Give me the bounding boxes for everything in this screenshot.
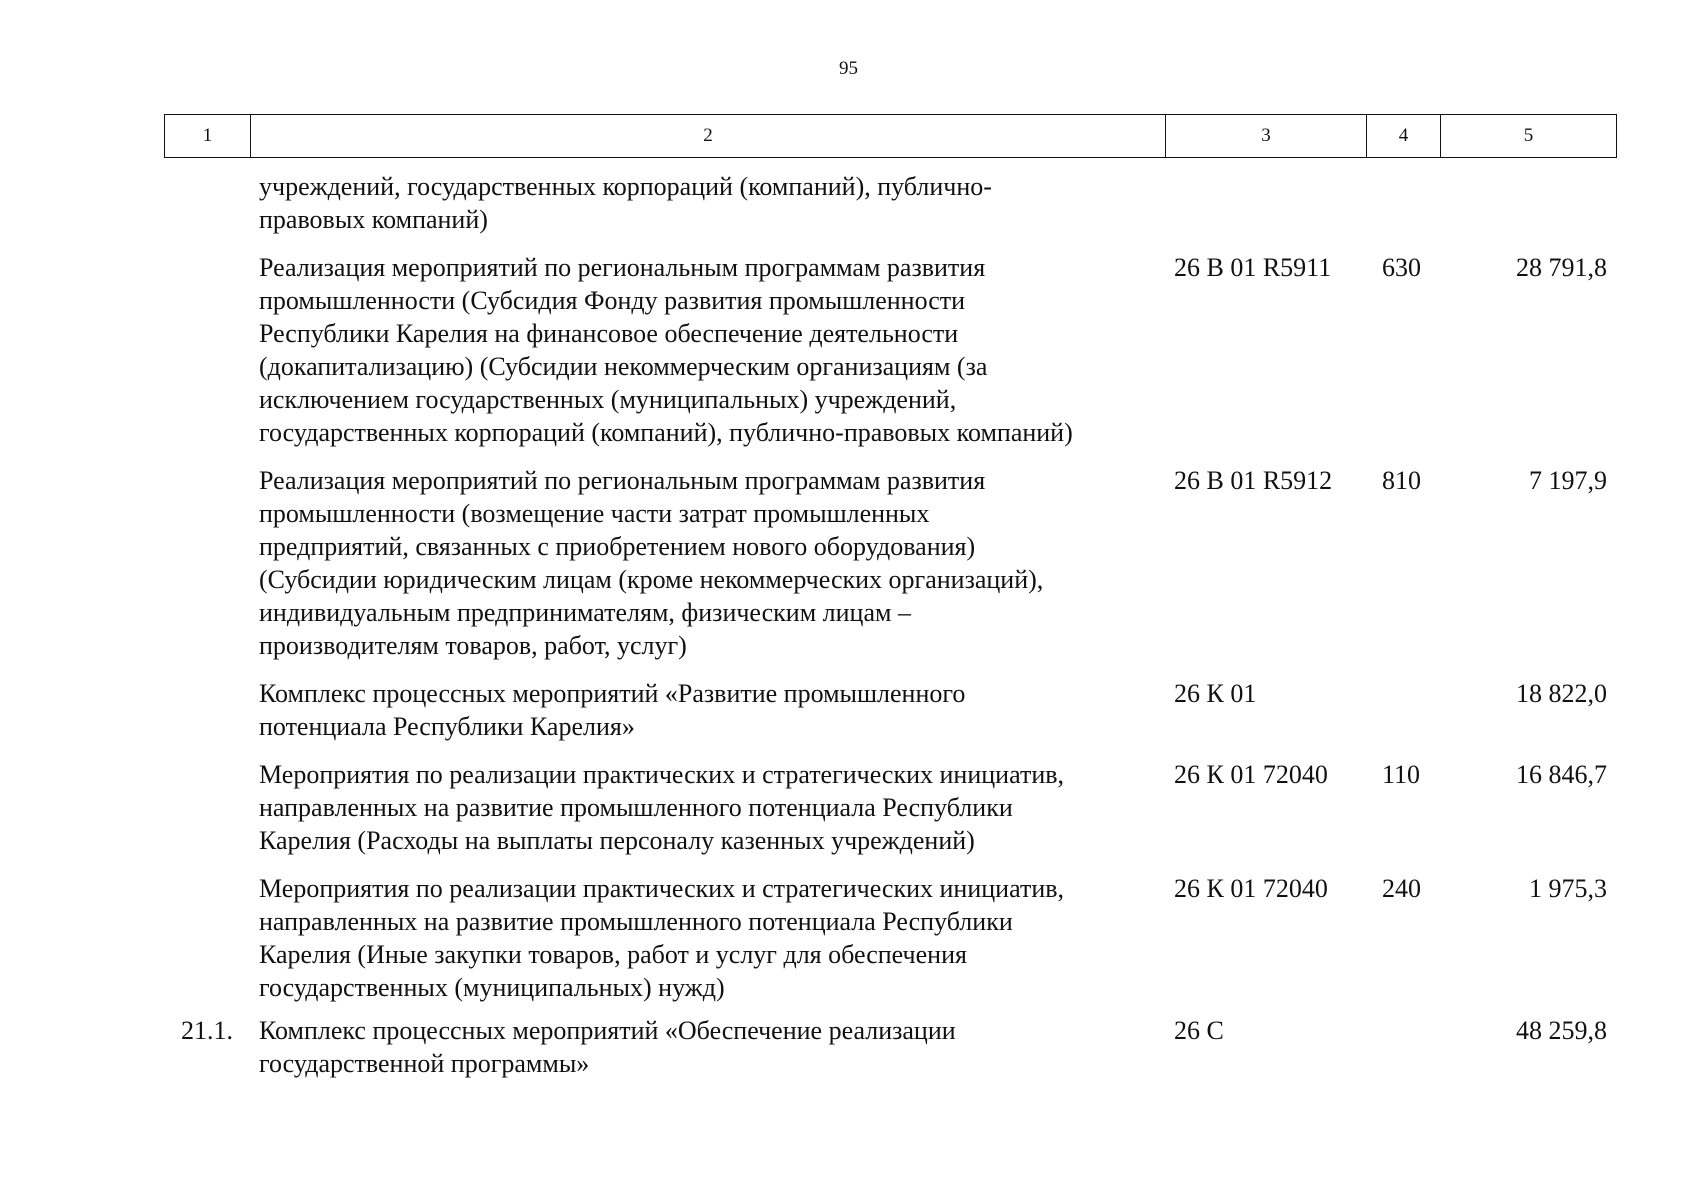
description-line: Реализация мероприятий по региональным программам развития [259, 466, 986, 495]
row-description [259, 677, 1159, 743]
row-code: 26 В 01 R5912 [1174, 466, 1333, 495]
row-description [259, 251, 1159, 449]
description-line: государственной программы» [259, 1049, 590, 1078]
description-line: правовых компаний) [259, 205, 488, 234]
row-description [259, 872, 1159, 1004]
description-line: направленных на развитие промышленного потенциала Республики [259, 907, 1013, 936]
description-line: Карелия (Расходы на выплаты персоналу казенных учреждений) [259, 826, 975, 855]
description-line: государственных (муниципальных) нужд) [259, 973, 725, 1002]
row-expense-type: 810 [1382, 466, 1421, 495]
description-line: (докапитализацию) (Субсидии некоммерческим организациям (за [259, 352, 988, 381]
row-amount: 1 975,3 [1529, 874, 1607, 903]
column-header-3: 3 [1166, 115, 1367, 158]
row-expense-type: 630 [1382, 253, 1421, 282]
description-line: направленных на развитие промышленного потенциала Республики [259, 793, 1013, 822]
description-line: (Субсидии юридическим лицам (кроме некоммерческих организаций), [259, 565, 1044, 594]
description-line: потенциала Республики Карелия» [259, 712, 635, 741]
column-header-4: 4 [1367, 115, 1441, 158]
description-line: Комплекс процессных мероприятий «Обеспечение реализации [259, 1016, 956, 1045]
row-code: 26 С [1174, 1016, 1224, 1045]
column-header-2: 2 [251, 115, 1166, 158]
description-line: Комплекс процессных мероприятий «Развитие промышленного [259, 679, 966, 708]
row-code: 26 К 01 72040 [1174, 760, 1328, 789]
description-line: Мероприятия по реализации практических и стратегических инициатив, [259, 760, 1065, 789]
row-expense-type: 240 [1382, 874, 1421, 903]
description-line: учреждений, государственных корпораций (компаний), публично- [259, 172, 992, 201]
page-number: 95 [839, 58, 858, 79]
row-code: 26 В 01 R5911 [1174, 253, 1332, 282]
row-amount: 16 846,7 [1516, 760, 1607, 789]
description-line: Реализация мероприятий по региональным программам развития [259, 253, 986, 282]
column-header-row [165, 115, 1617, 158]
description-line: Карелия (Иные закупки товаров, работ и услуг для обеспечения [259, 940, 967, 969]
row-number: 21.1. [181, 1016, 233, 1045]
row-description [259, 1014, 1159, 1080]
row-amount: 18 822,0 [1516, 679, 1607, 708]
column-header-5: 5 [1441, 115, 1617, 158]
row-amount: 28 791,8 [1516, 253, 1607, 282]
description-line: производителям товаров, работ, услуг) [259, 631, 687, 660]
row-code: 26 К 01 [1174, 679, 1257, 708]
row-description [259, 464, 1159, 662]
description-line: Республики Карелия на финансовое обеспечение деятельности [259, 319, 959, 348]
description-line: предприятий, связанных с приобретением нового оборудования) [259, 532, 976, 561]
description-line: промышленности (Субсидия Фонду развития промышленности [259, 286, 966, 315]
description-line: исключением государственных (муниципальных) учреждений, [259, 385, 957, 414]
row-amount: 48 259,8 [1516, 1016, 1607, 1045]
description-line: государственных корпораций (компаний), публично-правовых компаний) [259, 418, 1073, 447]
row-code: 26 К 01 72040 [1174, 874, 1328, 903]
row-amount: 7 197,9 [1529, 466, 1607, 495]
description-line: индивидуальным предпринимателям, физическим лицам – [259, 598, 911, 627]
column-header-table [164, 114, 1617, 158]
row-description [259, 170, 1159, 236]
row-expense-type: 110 [1382, 760, 1421, 789]
row-description [259, 758, 1159, 857]
column-header-1: 1 [165, 115, 251, 158]
description-line: промышленности (возмещение части затрат промышленных [259, 499, 930, 528]
description-line: Мероприятия по реализации практических и стратегических инициатив, [259, 874, 1065, 903]
